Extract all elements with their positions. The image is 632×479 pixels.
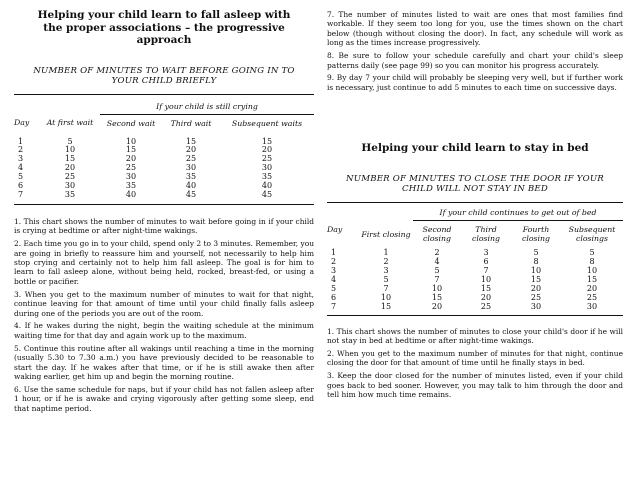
door-col-header-fourth: Fourth closing (511, 221, 561, 250)
right-note-2: 2. When you get to the maximum number of minutes for that night, continue closing the door for that amount of time until he finally stays in bed. (327, 348, 623, 368)
col-header-subsequent-waits: Subsequent waits (220, 114, 314, 138)
right-table-rule (327, 315, 623, 316)
wait-table-cell: 10 (64, 145, 76, 155)
door-table-row (327, 276, 623, 285)
wait-table-cell: 35 (185, 172, 197, 182)
door-table-cell: 4 (434, 257, 440, 267)
door-table-cell: 20 (586, 283, 598, 293)
door-group-header: If your child continues to get out of bed (439, 208, 597, 218)
wait-table-cell: 35 (261, 172, 273, 182)
door-table-cell: 25 (480, 301, 492, 311)
door-table-cell: 7 (434, 274, 440, 284)
wait-table-cell: 5 (18, 172, 24, 182)
door-table-cell: 2 (434, 248, 440, 258)
wait-table-cell: 35 (125, 181, 137, 191)
wait-table-cell: 15 (261, 136, 273, 146)
door-table-cell: 3 (331, 266, 337, 276)
right-title: Helping your child learn to stay in bed (361, 142, 589, 155)
door-table-cell: 20 (431, 301, 443, 311)
door-table-cell: 5 (434, 266, 440, 276)
door-table-cell: 5 (331, 283, 337, 293)
door-table-cell: 15 (431, 292, 443, 302)
door-table-cell: 20 (480, 292, 492, 302)
wait-table-cell: 6 (18, 181, 24, 191)
door-table-cell: 10 (586, 266, 598, 276)
wait-table-cell: 40 (125, 189, 137, 199)
wait-table-cell: 30 (261, 163, 273, 173)
left-note-4: 4. If he wakes during the night, begin the waiting schedule at the minimum waiting time for that day and again work up to the maximum. (14, 321, 314, 340)
wait-table-cell: 20 (125, 154, 137, 164)
right-table-title: NUMBER OF MINUTES TO CLOSE THE DOOR IF YOUR CHILD WILL NOT STAY IN BED (346, 174, 604, 195)
door-table-cell: 7 (483, 266, 489, 276)
wait-table-cell: 2 (18, 145, 24, 155)
wait-table-cell: 1 (18, 136, 24, 146)
door-table-row (327, 267, 623, 276)
door-table-cell: 7 (383, 283, 389, 293)
left-note-1: 1. This chart shows the number of minutes to wait before going in if your child is crying at bedtime or after night-time wakings. (14, 216, 314, 236)
wait-table-cell: 30 (185, 163, 197, 173)
door-table-cell: 3 (383, 266, 389, 276)
door-table-row (327, 258, 623, 267)
wait-table-cell: 45 (261, 189, 273, 199)
door-col-header-subsequent: Subsequent closings (561, 221, 623, 250)
left-notes (14, 217, 314, 413)
door-table-cell: 1 (383, 248, 389, 258)
left-table-title: NUMBER OF MINUTES TO WAIT BEFORE GOING IN TO YOUR CHILD BRIEFLY (33, 65, 295, 86)
right-top-notes (327, 10, 623, 92)
left-title: Helping your child learn to fall asleep with the proper associations – the progressive approach (37, 9, 291, 46)
wait-table-cell: 20 (261, 145, 273, 155)
right-note-3: 3. Keep the door closed for the number of minutes listed, even if your child goes back to bed sooner. However, you may talk to him through the door and tell him how much time remains. (327, 371, 623, 400)
door-table (327, 202, 623, 311)
door-table-cell: 2 (331, 257, 337, 267)
wait-group-header: If your child is still crying (156, 101, 258, 111)
right-note-1: 1. This chart shows the number of minutes to close your child's door if he will not stay in bed at bedtime or after night-time wakings. (327, 326, 623, 345)
left-note-2: 2. Each time you go in to your child, spend only 2 to 3 minutes. Remember, you are going in briefly to reassure him and yourself, not necessarily to help him stop crying and certainly not to help him fall asleep. The goal is for him to learn to fall asleep alone, without being held, rocked, breast-fed, or using a bottle or pacifier. (14, 239, 314, 286)
wait-table-cell: 25 (261, 154, 273, 164)
wait-table-cell: 15 (64, 154, 76, 164)
right-note-7: 7. The number of minutes listed to wait are ones that most families find workable. If they seem too long for you, use the times shown on the chart below (though without closing the door). In fact, any schedule will work as long as the times increase progressively. (327, 10, 623, 48)
door-table-cell: 2 (383, 257, 389, 267)
door-table-cell: 3 (483, 248, 489, 258)
door-table-cell: 10 (530, 266, 542, 276)
wait-table-cell: 40 (185, 181, 197, 191)
door-table-cell: 20 (530, 283, 542, 293)
door-table-cell: 4 (331, 274, 337, 284)
door-table-cell: 25 (530, 292, 542, 302)
door-table-body (327, 249, 623, 311)
door-table-cell: 30 (530, 301, 542, 311)
wait-table-body (14, 138, 314, 200)
left-note-3: 3. When you get to the maximum number of minutes to wait for that night, continue leaving for that amount of time until your child finally falls asleep during one of the periods you are out of the room. (14, 289, 314, 318)
door-table-cell: 30 (586, 301, 598, 311)
door-table-cell: 5 (533, 248, 539, 258)
door-table-cell: 8 (589, 257, 595, 267)
wait-table-cell: 20 (185, 145, 197, 155)
col-header-first-wait: At first wait (46, 118, 94, 128)
door-table-cell: 10 (380, 292, 392, 302)
wait-table-cell: 30 (125, 172, 137, 182)
wait-table-cell: 25 (125, 163, 137, 173)
door-table-cell: 8 (533, 257, 539, 267)
right-notes (327, 327, 623, 400)
left-table-rule (14, 204, 314, 205)
wait-table-cell: 35 (64, 189, 76, 199)
door-table-row (327, 249, 623, 258)
wait-table-cell: 5 (67, 136, 73, 146)
door-table-cell: 5 (383, 274, 389, 284)
door-table-row (327, 303, 623, 312)
door-col-header-third: Third closing (461, 221, 511, 250)
wait-table-cell: 15 (125, 145, 137, 155)
wait-table-cell: 30 (64, 181, 76, 191)
door-table-row (327, 285, 623, 294)
door-table-cell: 10 (480, 274, 492, 284)
door-table-cell: 10 (431, 283, 443, 293)
door-col-header-day: Day (327, 224, 343, 234)
wait-table-cell: 20 (64, 163, 76, 173)
right-note-8: 8. Be sure to follow your schedule carefully and chart your child's sleep patterns daily (see page 99) so you can monitor his progress accurately. (327, 51, 623, 70)
left-note-5: 5. Continue this routine after all wakings until reaching a time in the morning (usually 5.30 to 7.30 a.m.) you have previously decided to be reasonable to start the day. If he wakes after that time, or if he is still awake then after waking earlier, get him up and begin the morning routine. (14, 343, 314, 381)
col-header-third-wait: Third wait (162, 114, 220, 138)
door-table-row (327, 294, 623, 303)
wait-table-cell: 25 (185, 154, 197, 164)
door-table-cell: 5 (589, 248, 595, 258)
door-col-header-second: Second closing (413, 221, 461, 250)
wait-table-cell: 7 (18, 189, 24, 199)
wait-table-cell: 25 (64, 172, 76, 182)
wait-table-cell: 15 (185, 136, 197, 146)
door-table-cell: 1 (331, 248, 337, 258)
right-column (327, 0, 623, 399)
wait-table-cell: 3 (18, 154, 24, 164)
col-header-day: Day (14, 118, 30, 128)
right-note-9: 9. By day 7 your child will probably be sleeping very well, but if further work is necessary, just continue to add 5 minutes to each time on successive days. (327, 73, 623, 92)
door-table-cell: 6 (483, 257, 489, 267)
col-header-second-wait: Second wait (100, 114, 162, 138)
door-col-header-first: First closing (361, 229, 411, 239)
door-table-cell: 15 (480, 283, 492, 293)
door-table-cell: 15 (380, 301, 392, 311)
door-table-cell: 25 (586, 292, 598, 302)
door-table-cell: 15 (586, 274, 598, 284)
wait-table-row (14, 191, 314, 200)
wait-table (14, 94, 314, 200)
wait-table-cell: 10 (125, 136, 137, 146)
left-column (14, 0, 314, 413)
wait-table-cell: 40 (261, 181, 273, 191)
left-note-6: 6. Use the same schedule for naps, but if your child has not fallen asleep after 1 hour, or if he is awake and crying vigorously after getting some sleep, end that naptime period. (14, 384, 314, 413)
wait-table-cell: 45 (185, 189, 197, 199)
door-table-cell: 7 (331, 301, 337, 311)
door-table-cell: 15 (530, 274, 542, 284)
wait-table-cell: 4 (18, 163, 24, 173)
door-table-cell: 6 (331, 292, 337, 302)
